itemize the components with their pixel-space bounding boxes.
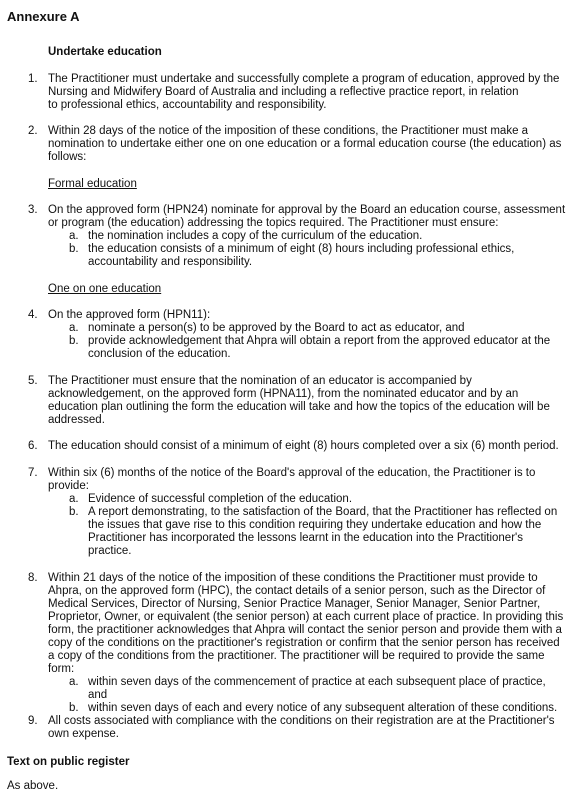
sub-item-line: within seven days of each and every notice of any subsequent alteration of these conditions. [88, 702, 558, 714]
item-line: own expense. [48, 728, 119, 740]
item-number: 5. [28, 375, 38, 387]
sub-item-line: accountability and responsibility. [88, 256, 253, 268]
public-register-text: As above. [7, 780, 59, 792]
item-line: acknowledgement, on the approved form (HPNA11), from the nominated educator and by an [48, 388, 519, 400]
item-line: Within 21 days of the notice of the imposition of these conditions the Practitioner must provide to [48, 572, 538, 584]
sub-item-line: the issues that gave rise to this condition requiring they undertake education and how the [88, 519, 542, 531]
item-line: Proprietor, Owner, or equivalent (the senior person) at each current place of practice. In providing this [48, 611, 564, 623]
item-number: 6. [28, 440, 38, 452]
sub-item-line: and [88, 689, 108, 701]
item-number: 8. [28, 572, 38, 584]
subheading-formal-education: Formal education [48, 178, 137, 190]
sub-item-line: within seven days of the commencement of practice at each subsequent place of practice, [88, 676, 546, 688]
section-heading: Undertake education [48, 46, 162, 58]
item-number: 9. [28, 715, 38, 727]
item-line: Within six (6) months of the notice of the Board's approval of the education, the Practitioner is to [48, 467, 536, 479]
sub-item-line: provide acknowledgement that Ahpra will obtain a report from the approved educator at the [88, 335, 551, 347]
item-line: addressed. [48, 414, 105, 426]
item-line: to professional ethics, accountability and responsibility. [48, 99, 327, 111]
item-line: Ahpra, on the approved form (HPC), the contact details of a senior person, such as the Director of [48, 585, 546, 597]
sub-item-label: a. [69, 676, 79, 688]
item-line: a copy of the conditions from the practitioner. The practitioner will be required to provide the same [48, 650, 545, 662]
item-line: education plan outlining the form the education will take and how the topics of the education will be [48, 401, 550, 413]
item-line: The education should consist of a minimum of eight (8) hours completed over a six (6) month period. [48, 440, 559, 452]
sub-item-line: A report demonstrating, to the satisfaction of the Board, that the Practitioner has reflected on [88, 506, 558, 518]
sub-item-label: b. [69, 702, 79, 714]
item-line: copy of the conditions on the practitioner's registration or confirm that the senior person has received [48, 637, 560, 649]
item-line: The Practitioner must undertake and successfully complete a program of education, approved by the [48, 73, 560, 85]
sub-item-line: conclusion of the education. [88, 348, 231, 360]
sub-item-label: a. [69, 230, 79, 242]
sub-item-label: a. [69, 322, 79, 334]
public-register-heading: Text on public register [7, 756, 130, 768]
item-line: The Practitioner must ensure that the nomination of an educator is accompanied by [48, 375, 472, 387]
item-line: Within 28 days of the notice of the imposition of these conditions, the Practitioner must make a [48, 125, 529, 137]
item-number: 2. [28, 125, 38, 137]
sub-item-line: Practitioner has incorporated the lessons learnt in the education into the Practitioner's [88, 532, 523, 544]
item-line: follows: [48, 151, 87, 163]
item-line: provide: [48, 480, 89, 492]
item-line: Nursing and Midwifery Board of Australia and including a reflective practice report, in relation [48, 86, 519, 98]
subheading-one-on-one-education: One on one education [48, 283, 162, 295]
sub-item-line: the nomination includes a copy of the curriculum of the education. [88, 230, 423, 242]
sub-item-line: nominate a person(s) to be approved by the Board to act as educator, and [88, 322, 465, 334]
sub-item-label: a. [69, 493, 79, 505]
annexure-title: Annexure A [7, 9, 80, 24]
item-number: 1. [28, 73, 38, 85]
item-line: On the approved form (HPN11): [48, 309, 211, 321]
sub-item-line: practice. [88, 545, 132, 557]
item-line: All costs associated with compliance with the conditions on their registration are at the Practitioner's [48, 715, 555, 727]
item-line: form: [48, 663, 75, 675]
item-line: nomination to undertake either one on one education or a formal education course (the education) as [48, 138, 562, 150]
item-number: 7. [28, 467, 38, 479]
sub-item-line: Evidence of successful completion of the education. [88, 493, 353, 505]
sub-item-label: b. [69, 335, 79, 347]
sub-item-line: the education consists of a minimum of eight (8) hours including professional ethics, [88, 243, 515, 255]
item-number: 4. [28, 309, 38, 321]
item-line: or program (the education) addressing the topics required. The Practitioner must ensure: [48, 217, 499, 229]
item-line: On the approved form (HPN24) nominate for approval by the Board an education course, assessment [48, 204, 566, 216]
item-line: form, the practitioner acknowledges that Ahpra will contact the senior person and provide them with a [48, 624, 562, 636]
item-line: Medical Services, Director of Nursing, Senior Practice Manager, Senior Manager, Senior Partner, [48, 598, 541, 610]
sub-item-label: b. [69, 243, 79, 255]
sub-item-label: b. [69, 506, 79, 518]
item-number: 3. [28, 204, 38, 216]
